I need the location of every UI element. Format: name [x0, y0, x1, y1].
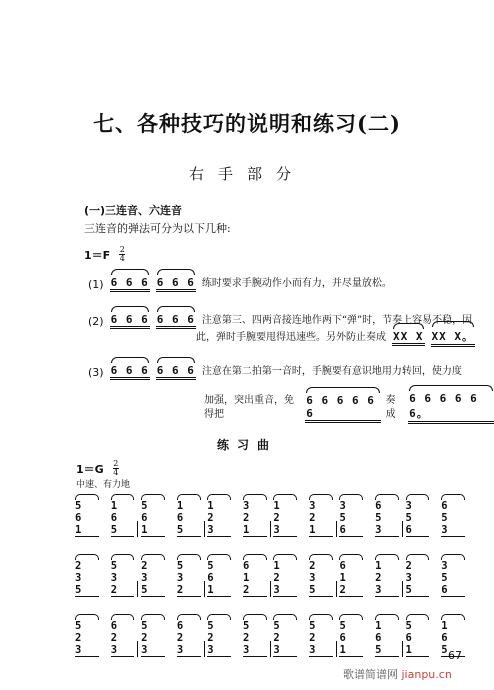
note-group: 2 3 5	[141, 560, 165, 597]
note-group: 3 2 1	[309, 500, 333, 537]
triplet-group: 6 6 6	[110, 313, 150, 329]
note-group: 6 1 2	[339, 560, 363, 597]
example-note: 加强，突出重音，免得把	[204, 395, 294, 420]
tempo-marking: 中速、有力地	[76, 480, 131, 490]
example-note: 练时要求手腕动作小而有力，并尽量放松。	[201, 278, 392, 289]
example-note: 注意在第二拍第一音时，手腕要有意识地用力转回，使力度	[201, 366, 462, 377]
note-group: 2 3 5	[309, 560, 333, 597]
rhythm-figure: XX X	[392, 330, 425, 346]
etude-title: 练习曲	[216, 438, 277, 452]
triplet-group: 6 6 6	[156, 364, 196, 380]
note-group: 6 2 3	[177, 620, 201, 657]
note-group: 1 2 3	[273, 500, 297, 537]
watermark-url: jianpu.cn	[401, 668, 452, 681]
example-note: 注意第三、四两音接连地作两下“弹”时，节奏上容易不稳，因	[201, 315, 473, 326]
page-title: 七、各种技巧的说明和练习(二)	[93, 111, 401, 136]
key-label: 1＝G	[76, 463, 104, 476]
note-group: 1 6 5	[177, 500, 201, 537]
note-group: 3 2 1	[243, 500, 267, 537]
example-note: 此，弹时手腕要甩得迅速些。另外防止奏成	[196, 331, 386, 343]
page-number: 67	[448, 649, 462, 662]
sextuplet-group: 6 6 6 6 6 6。	[408, 392, 494, 424]
note-group: 2 3 5	[406, 560, 430, 597]
note-group: 2 3 5	[75, 560, 99, 597]
note-group: 5 6 1	[75, 500, 99, 537]
note-group: 5 2 3	[141, 620, 165, 657]
note-group: 1 6 5	[375, 620, 399, 657]
note-group: 1 6 5	[111, 500, 135, 537]
example-number: (3)	[88, 365, 104, 379]
watermark	[343, 666, 452, 682]
example-number: (1)	[88, 277, 104, 291]
note-group: 5 6 1	[406, 620, 430, 657]
note-group: 1 2 3	[273, 560, 297, 597]
note-group: 5 6 1	[207, 560, 231, 597]
example-1	[88, 276, 392, 292]
time-signature: $\frac{2}{4}$	[113, 459, 119, 477]
note-group: 1 2 3	[207, 500, 231, 537]
example-note: 奏成	[385, 395, 396, 420]
example-3-cont	[204, 392, 494, 424]
sextuplet-group: 6 6 6 6 6 6	[305, 394, 380, 423]
etude-row-2	[72, 560, 468, 597]
note-group: 5 2 3	[309, 620, 333, 657]
example-number: (2)	[88, 314, 104, 328]
note-group: 5 3 2	[111, 560, 135, 597]
etude-row-3	[72, 620, 468, 657]
note-group: 1 6 5	[441, 620, 465, 657]
rhythm-figure: XX X。	[431, 328, 476, 347]
note-group: 5 3 2	[177, 560, 201, 597]
note-group: 3 5 6	[339, 500, 363, 537]
key-signature-2	[76, 458, 119, 477]
note-group: 5 6 1	[141, 500, 165, 537]
triplet-group: 6 6 6	[156, 276, 196, 292]
key-label: 1＝F	[84, 249, 111, 262]
watermark-text: 歌谱简谱网	[343, 668, 398, 681]
note-group: 5 6 1	[339, 620, 363, 657]
example-3	[88, 364, 494, 380]
note-group: 1 2 3	[375, 560, 399, 597]
note-group: 6 1 2	[243, 560, 267, 597]
intro-text: 三连音的弹法可分为以下几种:	[84, 222, 231, 235]
section-subtitle: 右手部分	[188, 165, 305, 183]
key-signature-1	[84, 244, 125, 263]
note-group: 6 5 3	[375, 500, 399, 537]
note-group: 6 5 3	[441, 500, 465, 537]
note-group: 3 5 6	[441, 560, 465, 597]
example-2-cont	[196, 328, 475, 347]
note-group: 5 2 3	[75, 620, 99, 657]
triplet-group: 6 6 6	[110, 364, 150, 380]
note-group: 5 2 3	[243, 620, 267, 657]
note-group: 5 2 3	[207, 620, 231, 657]
triplet-group: 6 6 6	[110, 276, 150, 292]
triplet-group: 6 6 6	[156, 313, 196, 329]
time-signature: $\frac{2}{4}$	[119, 245, 125, 263]
note-group: 5 2 3	[273, 620, 297, 657]
note-group: 6 2 3	[111, 620, 135, 657]
section-heading: (一)三连音、六连音	[84, 204, 183, 217]
etude-row-1	[72, 500, 468, 537]
note-group: 3 5 6	[406, 500, 430, 537]
